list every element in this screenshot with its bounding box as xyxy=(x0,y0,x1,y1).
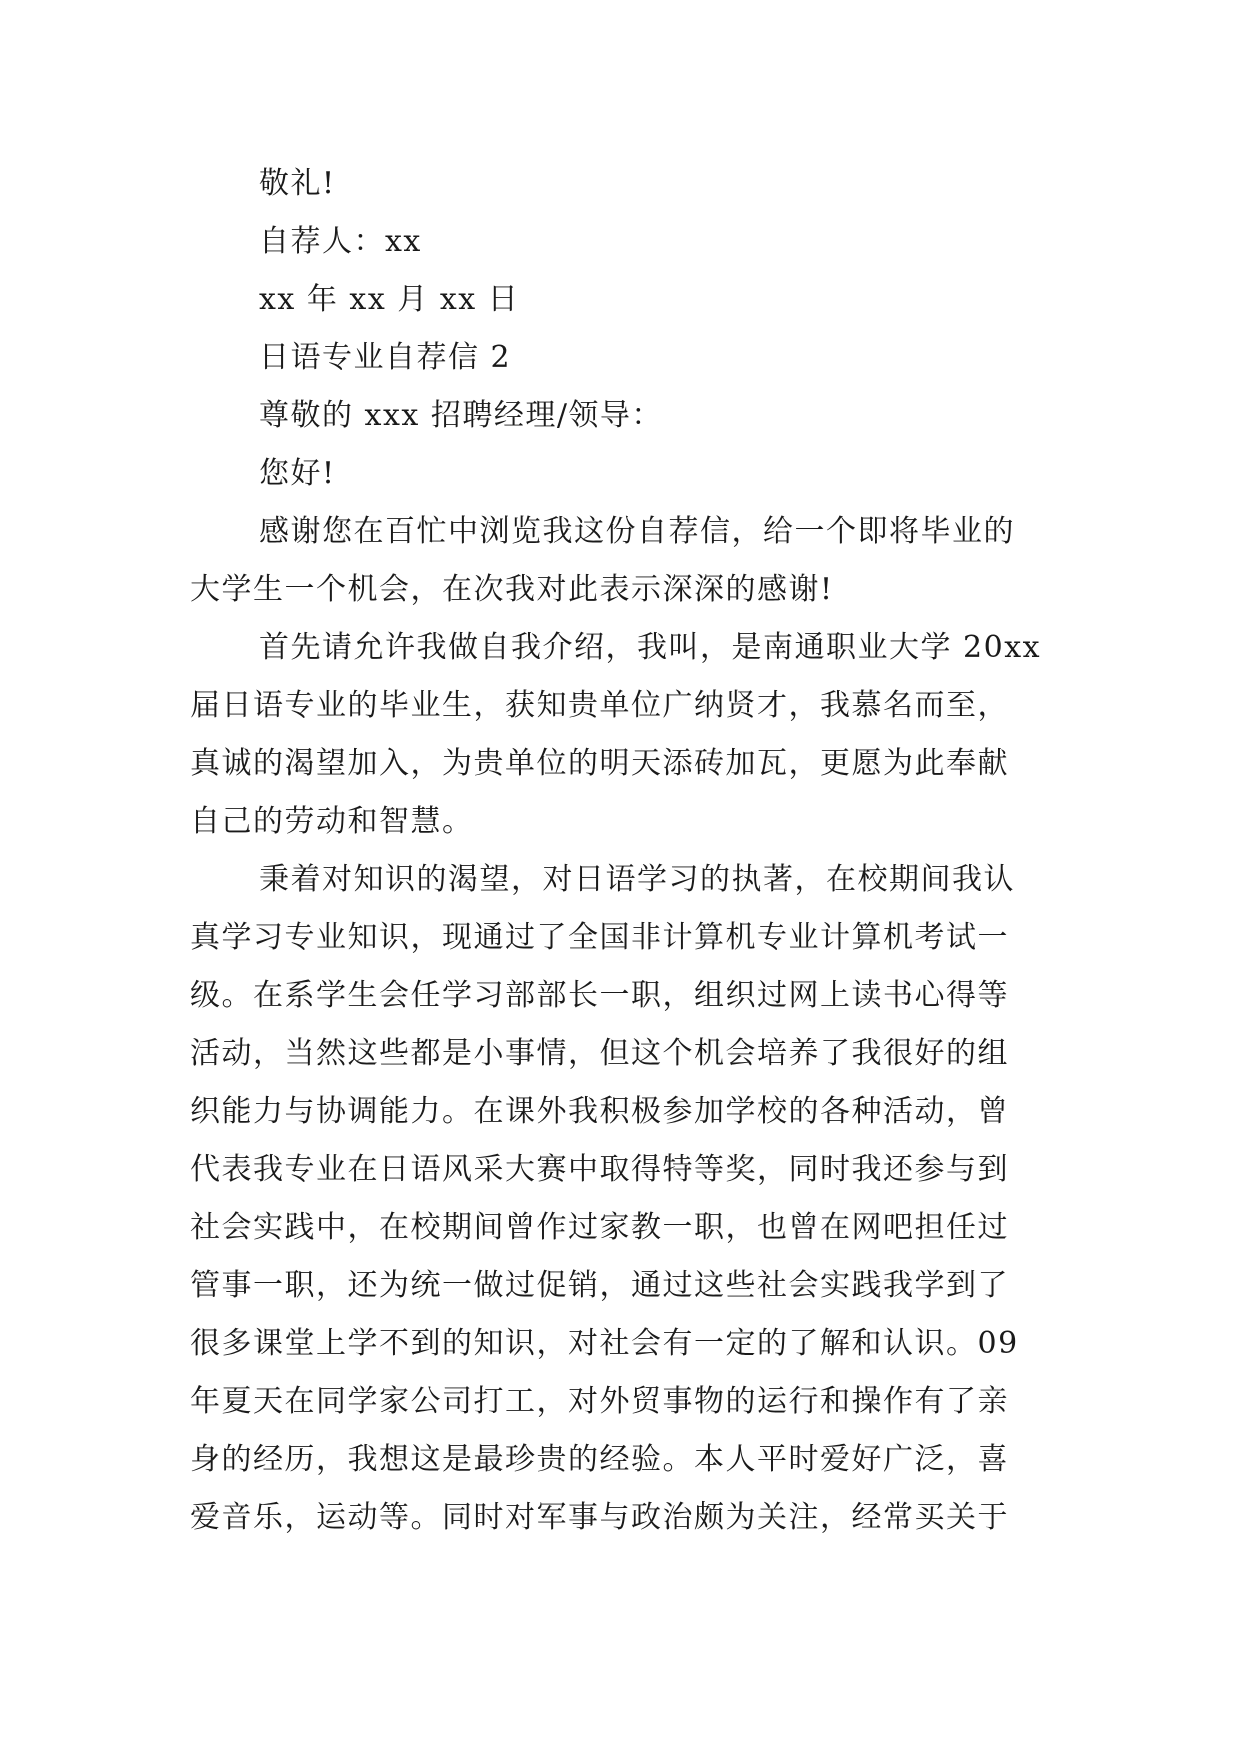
paragraph-line: 自己的劳动和智慧。 xyxy=(190,804,474,839)
paragraph-line: 活动，当然这些都是小事情，但这个机会培养了我很好的组 xyxy=(190,1036,1009,1071)
signer-line: 自荐人：xx xyxy=(259,224,422,259)
closing-line: 敬礼! xyxy=(259,166,336,201)
paragraph-line: 爱音乐，运动等。同时对军事与政治颇为关注，经常买关于 xyxy=(190,1500,1009,1535)
paragraph-line: 管事一职，还为统一做过促销，通过这些社会实践我学到了 xyxy=(190,1268,1009,1303)
paragraph-line: 代表我专业在日语风采大赛中取得特等奖，同时我还参与到 xyxy=(190,1152,1009,1187)
paragraph-line: 秉着对知识的渴望，对日语学习的执著，在校期间我认 xyxy=(259,862,1015,897)
paragraph-line: 届日语专业的毕业生，获知贵单位广纳贤才，我慕名而至， xyxy=(190,688,1009,723)
paragraph-line: 感谢您在百忙中浏览我这份自荐信，给一个即将毕业的 xyxy=(259,514,1015,549)
paragraph-line: 真学习专业知识，现通过了全国非计算机专业计算机考试一 xyxy=(190,920,1009,955)
paragraph-line: 年夏天在同学家公司打工，对外贸事物的运行和操作有了亲 xyxy=(190,1384,1009,1419)
paragraph-line: 级。在系学生会任学习部部长一职，组织过网上读书心得等 xyxy=(190,978,1009,1013)
greeting-line: 您好! xyxy=(259,456,336,491)
letter-heading: 日语专业自荐信 2 xyxy=(259,340,512,375)
paragraph-line: 首先请允许我做自我介绍，我叫，是南通职业大学 20xx xyxy=(259,630,1042,665)
paragraph-line: 社会实践中，在校期间曾作过家教一职，也曾在网吧担任过 xyxy=(190,1210,1009,1245)
paragraph-line: 大学生一个机会，在次我对此表示深深的感谢! xyxy=(190,572,834,607)
paragraph-line: 很多课堂上学不到的知识，对社会有一定的了解和认识。09 xyxy=(190,1326,1019,1361)
paragraph-line: 织能力与协调能力。在课外我积极参加学校的各种活动，曾 xyxy=(190,1094,1009,1129)
salutation-line: 尊敬的 xxx 招聘经理/领导： xyxy=(259,398,663,433)
date-line: xx 年 xx 月 xx 日 xyxy=(259,282,520,317)
paragraph-line: 身的经历，我想这是最珍贵的经验。本人平时爱好广泛，喜 xyxy=(190,1442,1009,1477)
paragraph-line: 真诚的渴望加入，为贵单位的明天添砖加瓦，更愿为此奉献 xyxy=(190,746,1009,781)
